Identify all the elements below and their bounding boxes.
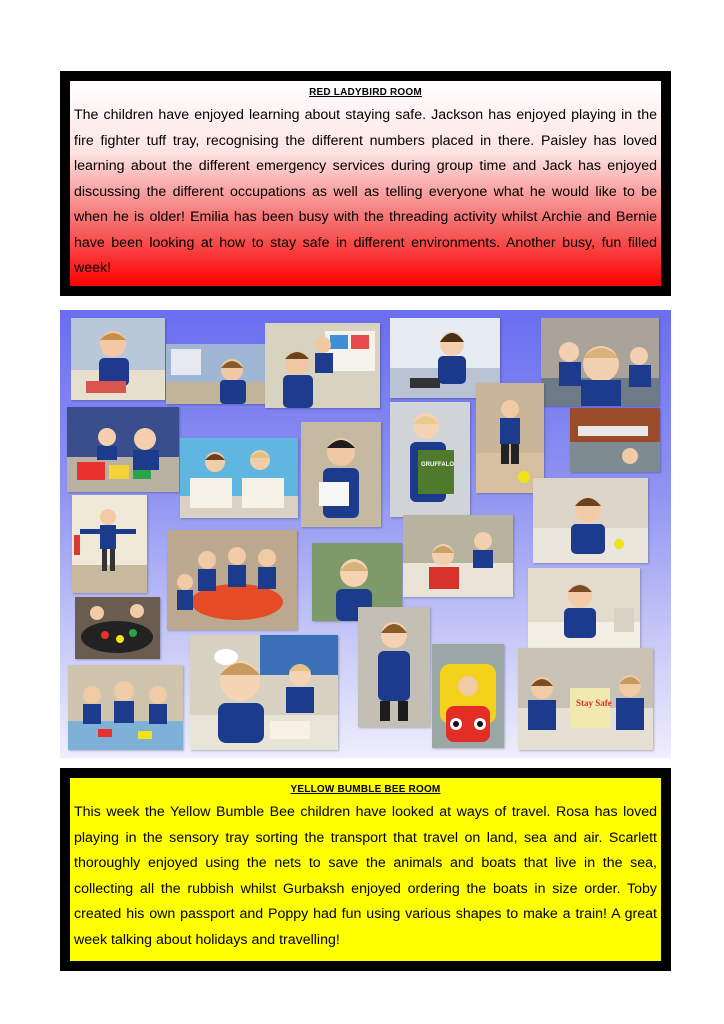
photo-activity-tray [75, 597, 160, 659]
photo-two-children-posters [180, 438, 298, 518]
yellow-bumble-bee-room-inner [70, 778, 661, 961]
red-ladybird-room-title: RED LADYBIRD ROOM [309, 87, 422, 98]
photo-girl-gruffalo-book [390, 402, 470, 517]
photo-boy-at-table-2 [528, 568, 640, 650]
photo-children-painting [403, 515, 513, 597]
photo-collage [60, 310, 671, 758]
red-ladybird-room-panel [60, 71, 671, 296]
photo-girl-classroom [166, 344, 266, 404]
red-ladybird-room-inner [70, 81, 661, 286]
stay-safe-book-title: Stay Safe [576, 698, 612, 708]
yellow-bumble-bee-room-title: YELLOW BUMBLE BEE ROOM [290, 784, 441, 795]
photo-boy-balancing [72, 495, 147, 593]
photo-group-tuff-tray [167, 530, 297, 630]
photo-children-at-desk [265, 323, 380, 408]
gruffalo-book-title: GRUFFALO [421, 462, 454, 468]
photo-boy-in-hall [476, 383, 544, 493]
red-ladybird-room-text: The children have enjoyed learning about staying safe. Jackson has enjoyed playing in the fire fighter tuff tray, recognising the different numbers placed in there. Paisley has loved learning about the different emergency services during group time and Jack has enjoyed discussing the different occupations as well as telling everyone what he would like to be when he is older! Emilia has been busy with the threading activity whilst Archie and Bernie have been looking at how to stay safe in different environments. Another busy, fun filled week! [74, 107, 657, 276]
photo-girl-standing [358, 607, 430, 727]
photo-boys-smiling [541, 318, 659, 406]
photo-boy-ride-on-car [432, 644, 504, 748]
yellow-bumble-bee-room-text: This week the Yellow Bumble Bee children have looked at ways of travel. Rosa has loved playing in the sensory tray sorting the transport that travel on land, sea and air. Scarlett thoroughly enjoyed using the nets to save the animals and boats that live in the sea, collecting all the rubbish whilst Gurbaksh enjoyed ordering the boats in size order. Toby created his own passport and Poppy had fun using various shapes to make a train! A great week talking about holidays and travelling! [74, 804, 657, 948]
yellow-bumble-bee-room-panel [60, 768, 671, 971]
photo-fire-engine-toy [67, 407, 179, 492]
photo-outdoor-fence [570, 408, 660, 472]
photo-children-stay-safe-book [518, 648, 653, 750]
photo-group-water-play [68, 665, 183, 750]
photo-boy-with-drawing [301, 422, 381, 527]
photo-boy-at-table [71, 318, 165, 400]
photo-boy-playdough [533, 478, 648, 563]
photo-girl-with-bow [190, 635, 338, 750]
